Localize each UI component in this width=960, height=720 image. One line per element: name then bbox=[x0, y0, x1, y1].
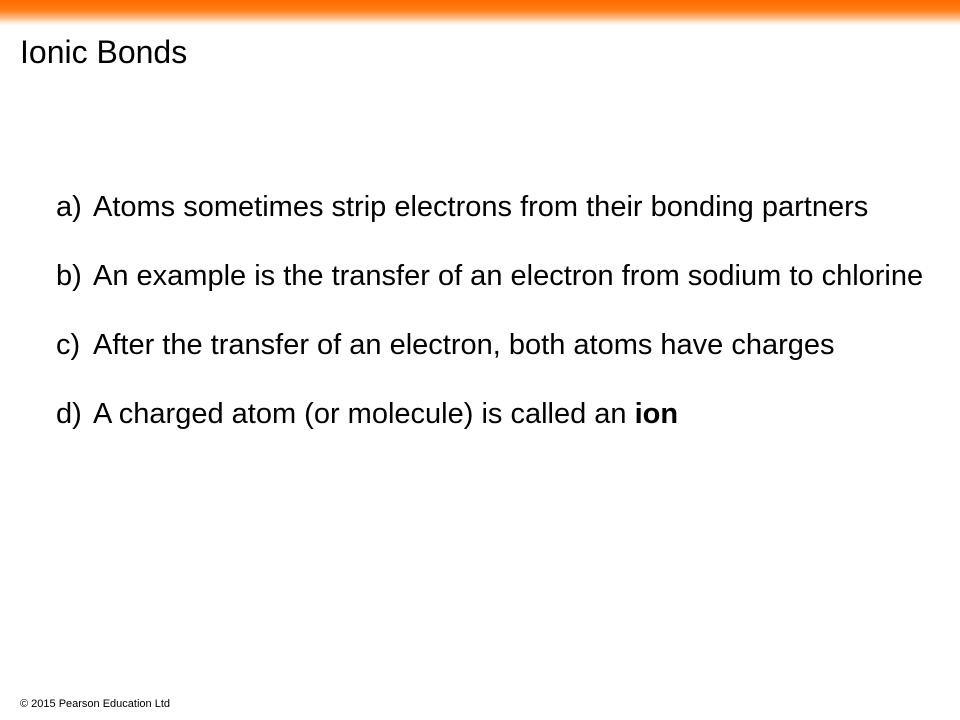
list-item-text: An example is the transfer of an electron from sodium to chlorine bbox=[93, 260, 924, 292]
slide-title: Ionic Bonds bbox=[20, 34, 188, 70]
list-item-c bbox=[56, 324, 936, 366]
list-marker: d) bbox=[56, 398, 82, 430]
list-item-text: Atoms sometimes strip electrons from their bonding partners bbox=[93, 191, 869, 223]
header-accent-bar bbox=[0, 0, 960, 26]
emphasized-term: ion bbox=[634, 398, 679, 430]
list-item-text-plain: A charged atom (or molecule) is called an bbox=[93, 398, 635, 430]
list-marker: c) bbox=[56, 329, 81, 361]
list-item-text bbox=[93, 398, 678, 430]
list-item-text: After the transfer of an electron, both atoms have charges bbox=[93, 329, 835, 361]
list-item-a bbox=[56, 186, 936, 228]
list-marker: b) bbox=[56, 260, 82, 292]
list-item-d bbox=[56, 393, 936, 435]
list-item-b bbox=[56, 255, 936, 297]
copyright-footer: © 2015 Pearson Education Ltd bbox=[20, 698, 170, 710]
bullet-list bbox=[56, 186, 936, 462]
list-marker: a) bbox=[56, 191, 82, 223]
